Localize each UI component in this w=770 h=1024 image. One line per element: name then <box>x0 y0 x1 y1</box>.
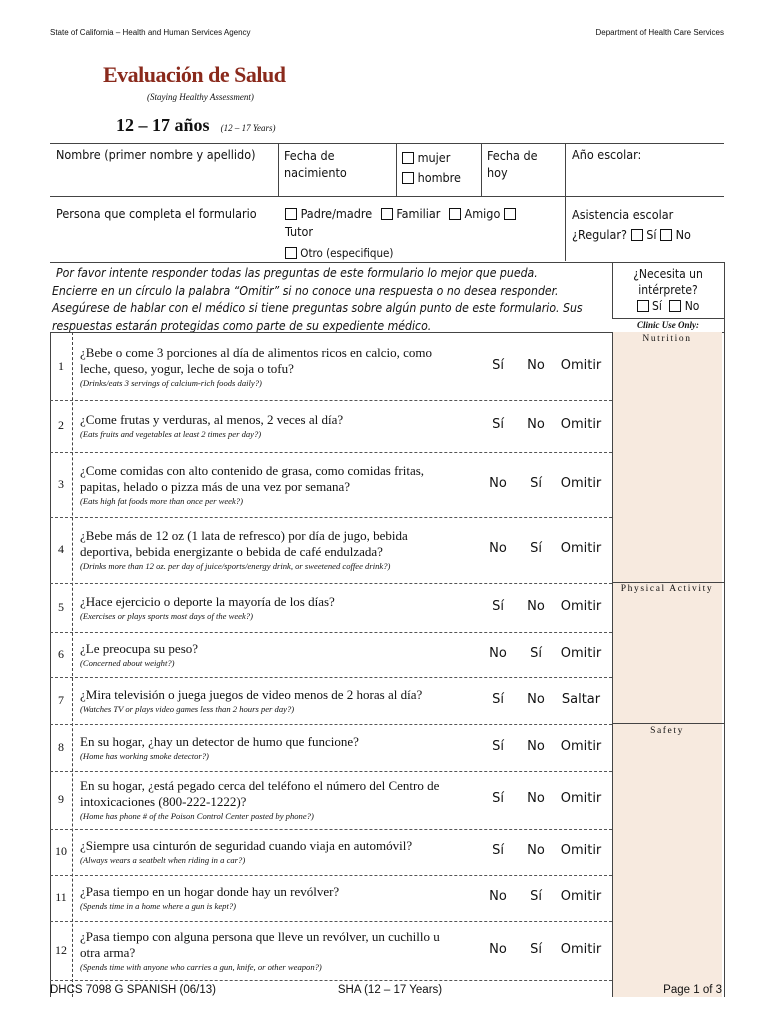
form-divider <box>278 143 279 196</box>
answer-option-3[interactable]: Omitir <box>560 738 602 754</box>
department-header: Department of Health Care Services <box>595 28 724 37</box>
answer-option-2[interactable]: No <box>527 791 545 806</box>
other-option[interactable] <box>285 246 393 260</box>
dob-field-label <box>284 147 347 181</box>
regular-question: ¿Regular? <box>572 227 628 242</box>
clinic-section-divider <box>612 723 724 724</box>
clinic-section-safety: Safety <box>650 726 684 736</box>
question-text-en: (Concerned about weight?) <box>80 657 175 668</box>
question-text-en: (Home has working smoke detector?) <box>80 750 209 761</box>
question-text-es <box>80 528 480 560</box>
grade-field-label: Año escolar: <box>572 147 642 162</box>
instructions-line2: Encierre en un círculo la palabra “Omitir” si no conoce una respuesta o no desea responder. <box>52 283 559 298</box>
answer-option-1[interactable]: No <box>489 475 507 491</box>
question-text-line1: ¿Hace ejercicio o deporte la mayoría de los días? <box>80 593 335 609</box>
question-number: 11 <box>55 890 67 904</box>
answer-option-1[interactable]: No <box>489 889 507 904</box>
clinic-section-nutrition: Nutrition <box>642 334 692 344</box>
question-text-line1: En su hogar, ¿hay un detector de humo que funcione? <box>80 733 359 749</box>
answer-option-2[interactable]: No <box>527 357 545 373</box>
friend-label: Amigo <box>464 206 501 221</box>
attendance-label: Asistencia escolar <box>572 207 674 222</box>
completer-label: Persona que completa el formulario <box>56 206 257 221</box>
footer-form-id: DHCS 7098 G SPANISH (06/13) <box>50 984 216 996</box>
interpreter-no-label: No <box>684 299 700 313</box>
question-text-line1: ¿Bebe o come 3 porciones al día de alimentos ricos en calcio, como <box>80 344 432 360</box>
clinic-right-border <box>724 262 725 997</box>
age-range-title <box>116 115 276 136</box>
form-row-border <box>50 196 724 197</box>
question-text-line1: ¿Pasa tiempo con alguna persona que lleve un revólver, un cuchillo u <box>80 928 440 944</box>
answer-option-2[interactable]: No <box>527 691 545 707</box>
family-label: Familiar <box>396 206 441 221</box>
question-number: 6 <box>58 646 64 661</box>
clinic-use-label: Clinic Use Only: <box>637 320 699 330</box>
question-text-en: (Spends time in a home where a gun is kept?) <box>80 901 237 911</box>
question-text-line2: intoxicaciones (800-222-1222)? <box>80 794 247 809</box>
family-checkbox[interactable] <box>381 208 393 220</box>
female-label: mujer <box>417 150 451 165</box>
parent-option[interactable] <box>285 206 372 221</box>
answer-option-2[interactable]: No <box>527 417 545 432</box>
instructions-line3: Asegúrese de hablar con el médico si tiene preguntas sobre algún punto de este formulario. Sus <box>52 301 583 315</box>
row-divider <box>50 452 612 453</box>
question-text-en: (Home has phone # of the Poison Control Center posted by phone?) <box>80 811 314 821</box>
form-divider <box>396 143 397 196</box>
question-number: 4 <box>58 542 64 556</box>
interpreter-options <box>612 298 724 314</box>
question-text-es <box>80 412 480 428</box>
question-text-line2: otra arma? <box>80 944 136 960</box>
today-label-line2: hoy <box>487 165 508 180</box>
question-number: 12 <box>55 942 67 957</box>
question-text-line1: ¿Pasa tiempo en un hogar donde hay un revólver? <box>80 884 340 899</box>
interpreter-yes-label: Sí <box>652 299 662 313</box>
answer-option-3[interactable]: Omitir <box>560 598 602 614</box>
question-text-es <box>80 778 480 810</box>
row-divider <box>50 400 612 401</box>
agency-header: State of California – Health and Human Services Agency <box>50 28 251 37</box>
question-text-line2: papitas, helado o pizza más de una vez por semana? <box>80 478 350 494</box>
answer-option-1[interactable]: No <box>489 645 507 661</box>
question-text-en: (Always wears a seatbelt when riding in a car?) <box>80 855 246 865</box>
question-number: 10 <box>55 844 67 858</box>
answer-option-3[interactable]: Omitir <box>560 889 602 904</box>
other-label: Otro (especifique) <box>300 246 394 260</box>
male-option[interactable] <box>402 168 461 188</box>
family-option[interactable] <box>381 206 441 221</box>
question-number: 3 <box>58 476 64 491</box>
clinic-use-column <box>612 332 722 997</box>
row-divider <box>50 583 612 584</box>
clinic-top-border <box>612 318 724 319</box>
tutor-label: Tutor <box>285 224 314 239</box>
attendance-group <box>572 205 691 245</box>
instructions-text <box>52 265 612 335</box>
page-subtitle: (Staying Healthy Assessment) <box>147 92 254 102</box>
row-divider <box>50 921 612 922</box>
answer-option-1[interactable]: Sí <box>492 357 504 373</box>
answer-option-3[interactable]: Saltar <box>561 691 601 707</box>
question-text-es <box>80 594 480 610</box>
answer-option-3[interactable]: Omitir <box>560 475 602 491</box>
answer-option-3[interactable]: Omitir <box>560 843 602 858</box>
form-divider <box>565 143 566 261</box>
question-text-es <box>80 463 480 495</box>
regular-yes-checkbox[interactable] <box>631 229 643 241</box>
dob-label-line2: nacimiento <box>284 165 347 180</box>
age-range-en: (12 – 17 Years) <box>220 123 276 133</box>
question-text-line2: leche, queso, yogur, leche de soja o tofu? <box>80 360 294 376</box>
answer-option-3[interactable]: Omitir <box>560 541 602 556</box>
question-number: 2 <box>58 418 64 432</box>
today-date-label <box>487 147 538 181</box>
question-text-line1: ¿Bebe más de 12 oz (1 lata de refresco) por día de jugo, bebida <box>80 528 408 543</box>
row-divider <box>50 829 612 830</box>
interpreter-q1: ¿Necesita un <box>633 267 703 281</box>
question-text-en: (Spends time with anyone who carries a gun, knife, or other weapon?) <box>80 961 322 972</box>
answer-option-1[interactable]: Sí <box>492 843 504 858</box>
completer-options <box>285 205 516 240</box>
row-divider <box>50 771 612 772</box>
age-range-es: 12 – 17 años <box>116 115 210 135</box>
question-text-es <box>80 687 480 703</box>
answer-option-2[interactable]: No <box>527 598 545 614</box>
question-text-en: (Exercises or plays sports most days of the week?) <box>80 610 253 621</box>
form-top-border <box>50 143 724 144</box>
question-text-line1: En su hogar, ¿está pegado cerca del teléfono el número del Centro de <box>80 778 440 793</box>
table-top-border <box>50 332 612 333</box>
table-num-divider <box>72 332 73 997</box>
answer-option-2[interactable]: Sí <box>530 941 542 957</box>
name-field-label: Nombre (primer nombre y apellido) <box>56 147 256 162</box>
instructions-line1: Por favor intente responder todas las preguntas de este formulario lo mejor que pueda. <box>56 266 538 280</box>
question-text-line1: ¿Le preocupa su peso? <box>80 640 199 656</box>
form-divider <box>481 143 482 196</box>
question-text-en: (Drinks more than 12 oz. per day of juice/sports/energy drink, or sweetened coffee drink?) <box>80 561 391 571</box>
answer-option-2[interactable]: No <box>527 738 545 754</box>
answer-option-1[interactable]: Sí <box>492 417 504 432</box>
question-number: 8 <box>58 739 64 754</box>
answer-option-3[interactable]: Omitir <box>560 791 602 806</box>
other-checkbox[interactable] <box>285 247 297 259</box>
interpreter-yes-checkbox[interactable] <box>637 300 649 312</box>
friend-option[interactable] <box>449 206 516 221</box>
answer-option-1[interactable]: No <box>489 541 507 556</box>
regular-no-checkbox[interactable] <box>660 229 672 241</box>
answer-option-3[interactable]: Omitir <box>560 417 602 432</box>
regular-attendance <box>572 225 691 245</box>
question-number: 9 <box>58 792 64 806</box>
question-text-en: (Eats high fat foods more than once per week?) <box>80 495 243 506</box>
answer-option-3[interactable]: Omitir <box>560 645 602 661</box>
question-number: 5 <box>58 599 64 614</box>
male-label: hombre <box>417 170 461 185</box>
row-divider <box>50 875 612 876</box>
parent-label: Padre/madre <box>300 206 373 221</box>
answer-option-3[interactable]: Omitir <box>560 941 602 957</box>
answer-option-2[interactable]: Sí <box>530 475 542 491</box>
question-text-line2: deportiva, bebida energizante o bebida de café endulzada? <box>80 544 383 559</box>
question-text-es <box>80 345 480 377</box>
question-text-en: (Eats fruits and vegetables at least 2 times per day?) <box>80 429 262 439</box>
interpreter-q2: intérprete? <box>638 283 698 297</box>
question-text-line1: ¿Siempre usa cinturón de seguridad cuando viaja en automóvil? <box>80 838 413 853</box>
sex-options <box>402 148 461 188</box>
male-checkbox[interactable] <box>402 172 414 184</box>
question-text-line1: ¿Come comidas con alto contenido de grasa, como comidas fritas, <box>80 462 425 478</box>
female-option[interactable] <box>402 148 461 168</box>
interpreter-no-checkbox[interactable] <box>669 300 681 312</box>
answer-option-1[interactable]: Sí <box>492 738 504 754</box>
row-divider <box>50 632 612 633</box>
question-text-es <box>80 838 480 854</box>
interpreter-box <box>612 266 724 314</box>
female-checkbox[interactable] <box>402 152 414 164</box>
question-number: 1 <box>58 358 64 373</box>
answer-option-1[interactable]: Sí <box>492 598 504 614</box>
footer-page: Page 1 of 3 <box>663 984 722 996</box>
regular-yes-label: Sí <box>646 227 657 242</box>
instructions-line4: respuestas estarán protegidas como parte de su expediente médico. <box>52 318 432 333</box>
clinic-section-physical-activity: Physical Activity <box>620 584 714 594</box>
page-title: Evaluación de Salud <box>103 62 286 87</box>
parent-checkbox[interactable] <box>285 208 297 220</box>
dob-label-line1: Fecha de <box>284 148 335 163</box>
today-label-line1: Fecha de <box>487 148 538 163</box>
friend-checkbox[interactable] <box>449 208 461 220</box>
footer-center: SHA (12 – 17 Years) <box>337 984 443 996</box>
clinic-section-divider <box>612 582 724 583</box>
answer-option-2[interactable]: Sí <box>530 541 542 556</box>
question-text-line1: ¿Mira televisión o juega juegos de video menos de 2 horas al día? <box>80 686 423 702</box>
question-number: 7 <box>58 692 64 707</box>
question-text-en: (Watches TV or plays video games less than 2 hours per day?) <box>80 703 295 714</box>
row-divider <box>50 980 612 981</box>
answer-option-1[interactable]: No <box>489 941 507 957</box>
answer-option-2[interactable]: No <box>527 843 545 858</box>
question-text-es <box>80 641 480 657</box>
question-text-es <box>80 884 480 900</box>
row-divider <box>50 677 612 678</box>
answer-option-2[interactable]: Sí <box>530 645 542 661</box>
answer-option-3[interactable]: Omitir <box>560 357 602 373</box>
question-text-line1: ¿Come frutas y verduras, al menos, 2 veces al día? <box>80 412 344 427</box>
question-text-en: (Drinks/eats 3 servings of calcium-rich foods daily?) <box>80 377 262 388</box>
clinic-left-border <box>612 332 613 997</box>
row-divider <box>50 724 612 725</box>
answer-option-1[interactable]: Sí <box>492 791 504 806</box>
row-divider <box>50 517 612 518</box>
answer-option-1[interactable]: Sí <box>492 691 504 707</box>
regular-no-label: No <box>675 227 691 242</box>
question-text-es <box>80 929 480 961</box>
instructions-top-border <box>50 262 724 263</box>
friend-extra-checkbox[interactable] <box>504 208 516 220</box>
answer-option-2[interactable]: Sí <box>530 889 542 904</box>
question-text-es <box>80 734 480 750</box>
